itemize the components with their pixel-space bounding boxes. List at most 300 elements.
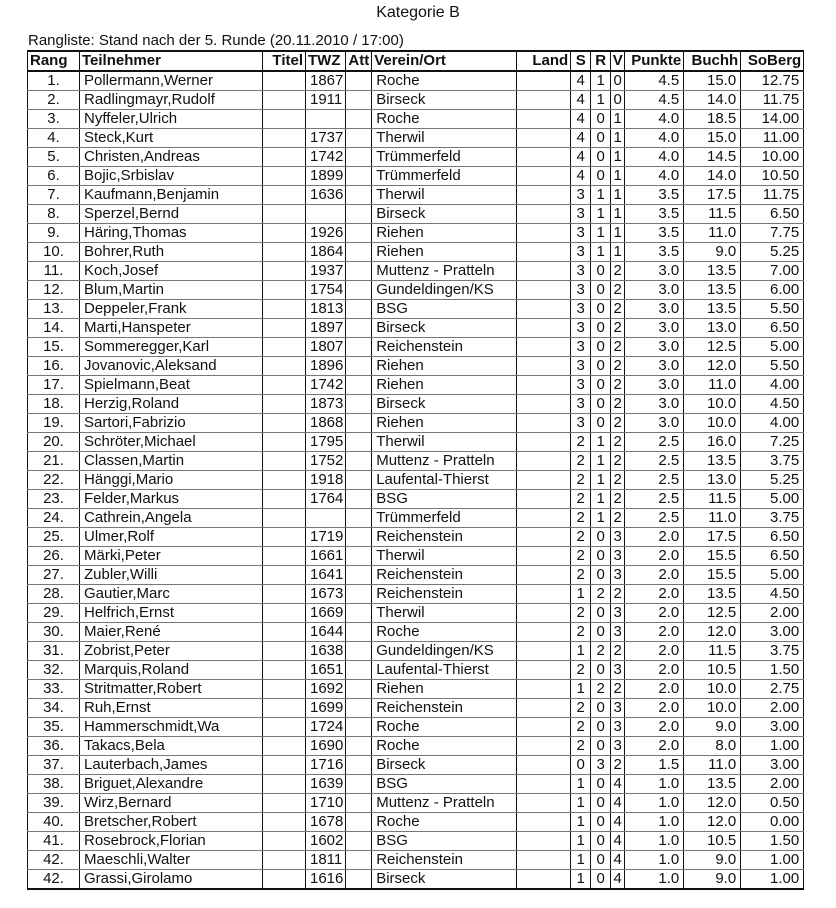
verein-cell: Therwil [372,604,517,623]
remis-cell: 0 [591,870,611,890]
land-cell [517,604,571,623]
soberg-cell: 5.25 [741,243,804,262]
soberg-cell: 11.75 [741,91,804,110]
siege-cell: 3 [571,243,591,262]
siege-cell: 3 [571,300,591,319]
teilnehmer-cell: Maeschli,Walter [80,851,263,870]
rang-cell: 15. [28,338,80,357]
verein-cell: Roche [372,737,517,756]
punkte-cell: 2.5 [625,509,684,528]
verein-cell: Roche [372,718,517,737]
teilnehmer-cell: Sommeregger,Karl [80,338,263,357]
titel-cell [263,129,306,148]
att-cell [346,623,372,642]
siege-cell: 3 [571,262,591,281]
table-row [28,110,804,129]
land-cell [517,680,571,699]
rang-cell: 14. [28,319,80,338]
titel-cell [263,718,306,737]
rang-cell: 12. [28,281,80,300]
siege-cell: 2 [571,604,591,623]
att-cell [346,585,372,604]
remis-cell: 0 [591,604,611,623]
siege-cell: 2 [571,718,591,737]
buchh-cell: 11.0 [684,224,741,243]
table-row [28,224,804,243]
titel-cell [263,699,306,718]
verluste-cell: 3 [611,604,625,623]
rang-cell: 30. [28,623,80,642]
titel-cell [263,756,306,775]
buchh-cell: 18.5 [684,110,741,129]
verein-cell: Reichenstein [372,851,517,870]
titel-cell [263,490,306,509]
titel-cell [263,452,306,471]
verluste-cell: 1 [611,148,625,167]
table-row [28,585,804,604]
punkte-cell: 3.0 [625,281,684,300]
soberg-cell: 12.75 [741,71,804,91]
punkte-cell: 3.5 [625,186,684,205]
table-row [28,604,804,623]
att-cell [346,794,372,813]
verein-cell: Reichenstein [372,528,517,547]
titel-cell [263,604,306,623]
verluste-cell: 2 [611,471,625,490]
verein-cell: Therwil [372,186,517,205]
land-cell [517,395,571,414]
att-cell [346,71,372,91]
land-cell [517,642,571,661]
land-cell [517,262,571,281]
buchh-cell: 15.0 [684,129,741,148]
remis-cell: 0 [591,262,611,281]
teilnehmer-cell: Briguet,Alexandre [80,775,263,794]
verein-cell: Riehen [372,376,517,395]
verluste-cell: 3 [611,699,625,718]
col-header-buchh: Buchh [684,51,741,71]
col-header-verein: Verein/Ort [372,51,517,71]
punkte-cell: 2.0 [625,566,684,585]
punkte-cell: 2.0 [625,604,684,623]
soberg-cell: 10.50 [741,167,804,186]
remis-cell: 1 [591,71,611,91]
buchh-cell: 12.5 [684,604,741,623]
soberg-cell: 4.50 [741,395,804,414]
table-row [28,737,804,756]
rang-cell: 22. [28,471,80,490]
rang-cell: 11. [28,262,80,281]
buchh-cell: 12.0 [684,357,741,376]
siege-cell: 4 [571,71,591,91]
twz-cell: 1754 [306,281,346,300]
teilnehmer-cell: Zobrist,Peter [80,642,263,661]
att-cell [346,566,372,585]
verein-cell: Birseck [372,870,517,890]
rang-cell: 37. [28,756,80,775]
col-header-rang: Rang [28,51,80,71]
remis-cell: 0 [591,718,611,737]
teilnehmer-cell: Marti,Hanspeter [80,319,263,338]
rang-cell: 10. [28,243,80,262]
titel-cell [263,300,306,319]
titel-cell [263,870,306,890]
buchh-cell: 11.0 [684,376,741,395]
rang-cell: 1. [28,71,80,91]
soberg-cell: 5.25 [741,471,804,490]
siege-cell: 3 [571,319,591,338]
verein-cell: BSG [372,832,517,851]
verein-cell: Therwil [372,433,517,452]
verein-cell: Riehen [372,243,517,262]
soberg-cell: 3.00 [741,756,804,775]
rang-cell: 19. [28,414,80,433]
land-cell [517,832,571,851]
table-row [28,566,804,585]
land-cell [517,661,571,680]
col-header-soberg: SoBerg [741,51,804,71]
verluste-cell: 1 [611,186,625,205]
remis-cell: 0 [591,129,611,148]
teilnehmer-cell: Ulmer,Rolf [80,528,263,547]
remis-cell: 1 [591,224,611,243]
rang-cell: 13. [28,300,80,319]
remis-cell: 1 [591,205,611,224]
att-cell [346,490,372,509]
att-cell [346,547,372,566]
verluste-cell: 2 [611,680,625,699]
soberg-cell: 1.00 [741,737,804,756]
land-cell [517,585,571,604]
rang-cell: 40. [28,813,80,832]
twz-cell [306,110,346,129]
land-cell [517,775,571,794]
punkte-cell: 2.0 [625,699,684,718]
punkte-cell: 4.5 [625,71,684,91]
siege-cell: 4 [571,110,591,129]
teilnehmer-cell: Marquis,Roland [80,661,263,680]
punkte-cell: 2.5 [625,452,684,471]
rang-cell: 28. [28,585,80,604]
verluste-cell: 2 [611,395,625,414]
siege-cell: 3 [571,205,591,224]
remis-cell: 1 [591,490,611,509]
remis-cell: 2 [591,642,611,661]
rang-cell: 31. [28,642,80,661]
att-cell [346,338,372,357]
land-cell [517,319,571,338]
col-header-att: Att [346,51,372,71]
titel-cell [263,395,306,414]
twz-cell: 1678 [306,813,346,832]
rang-cell: 42. [28,851,80,870]
soberg-cell: 5.00 [741,490,804,509]
remis-cell: 0 [591,319,611,338]
siege-cell: 2 [571,547,591,566]
verluste-cell: 1 [611,205,625,224]
soberg-cell: 6.50 [741,319,804,338]
att-cell [346,148,372,167]
rang-cell: 20. [28,433,80,452]
titel-cell [263,262,306,281]
twz-cell: 1641 [306,566,346,585]
siege-cell: 3 [571,357,591,376]
col-header-s: S [571,51,591,71]
siege-cell: 3 [571,338,591,357]
land-cell [517,281,571,300]
rang-cell: 38. [28,775,80,794]
verluste-cell: 2 [611,376,625,395]
table-row [28,205,804,224]
siege-cell: 0 [571,756,591,775]
twz-cell: 1868 [306,414,346,433]
titel-cell [263,167,306,186]
teilnehmer-cell: Takacs,Bela [80,737,263,756]
remis-cell: 0 [591,300,611,319]
rang-cell: 29. [28,604,80,623]
buchh-cell: 10.0 [684,395,741,414]
rang-cell: 24. [28,509,80,528]
soberg-cell: 1.50 [741,661,804,680]
titel-cell [263,661,306,680]
verein-cell: BSG [372,775,517,794]
verein-cell: Reichenstein [372,699,517,718]
twz-cell: 1795 [306,433,346,452]
remis-cell: 0 [591,357,611,376]
siege-cell: 1 [571,585,591,604]
remis-cell: 2 [591,585,611,604]
twz-cell: 1764 [306,490,346,509]
buchh-cell: 12.5 [684,338,741,357]
verluste-cell: 2 [611,319,625,338]
att-cell [346,167,372,186]
titel-cell [263,794,306,813]
col-header-teilnehmer: Teilnehmer [80,51,263,71]
twz-cell: 1644 [306,623,346,642]
punkte-cell: 3.5 [625,243,684,262]
buchh-cell: 13.0 [684,319,741,338]
buchh-cell: 15.5 [684,547,741,566]
verluste-cell: 4 [611,775,625,794]
soberg-cell: 2.00 [741,699,804,718]
teilnehmer-cell: Rosebrock,Florian [80,832,263,851]
table-row [28,756,804,775]
punkte-cell: 3.5 [625,224,684,243]
verluste-cell: 1 [611,167,625,186]
twz-cell: 1716 [306,756,346,775]
punkte-cell: 2.0 [625,661,684,680]
land-cell [517,224,571,243]
twz-cell: 1813 [306,300,346,319]
land-cell [517,414,571,433]
titel-cell [263,471,306,490]
soberg-cell: 1.00 [741,851,804,870]
att-cell [346,756,372,775]
att-cell [346,414,372,433]
remis-cell: 0 [591,832,611,851]
page-title: Kategorie B [376,4,460,21]
soberg-cell: 3.75 [741,642,804,661]
soberg-cell: 1.00 [741,870,804,890]
soberg-cell: 3.00 [741,623,804,642]
siege-cell: 1 [571,851,591,870]
titel-cell [263,433,306,452]
teilnehmer-cell: Nyffeler,Ulrich [80,110,263,129]
verluste-cell: 2 [611,756,625,775]
twz-cell: 1864 [306,243,346,262]
soberg-cell: 2.75 [741,680,804,699]
soberg-cell: 7.75 [741,224,804,243]
rang-cell: 4. [28,129,80,148]
verein-cell: Riehen [372,414,517,433]
buchh-cell: 11.5 [684,490,741,509]
titel-cell [263,642,306,661]
table-row [28,433,804,452]
twz-cell: 1867 [306,71,346,91]
titel-cell [263,224,306,243]
verein-cell: Roche [372,813,517,832]
teilnehmer-cell: Wirz,Bernard [80,794,263,813]
buchh-cell: 12.0 [684,623,741,642]
siege-cell: 1 [571,680,591,699]
col-header-v: V [612,52,623,69]
table-row [28,775,804,794]
rang-cell: 5. [28,148,80,167]
land-cell [517,433,571,452]
buchh-cell: 9.0 [684,870,741,890]
land-cell [517,737,571,756]
punkte-cell: 3.0 [625,414,684,433]
rang-cell: 3. [28,110,80,129]
punkte-cell: 1.5 [625,756,684,775]
att-cell [346,205,372,224]
rang-cell: 27. [28,566,80,585]
table-row [28,300,804,319]
titel-cell [263,775,306,794]
table-row [28,832,804,851]
twz-cell: 1897 [306,319,346,338]
land-cell [517,756,571,775]
soberg-cell: 11.00 [741,129,804,148]
verluste-cell: 4 [611,832,625,851]
att-cell [346,509,372,528]
twz-cell: 1752 [306,452,346,471]
verluste-cell: 3 [611,528,625,547]
siege-cell: 3 [571,224,591,243]
buchh-cell: 12.0 [684,794,741,813]
buchh-cell: 17.5 [684,528,741,547]
punkte-cell: 2.0 [625,623,684,642]
att-cell [346,395,372,414]
land-cell [517,870,571,890]
land-cell [517,376,571,395]
punkte-cell: 4.0 [625,129,684,148]
buchh-cell: 11.0 [684,756,741,775]
soberg-cell: 5.50 [741,357,804,376]
remis-cell: 0 [591,528,611,547]
verein-cell: Riehen [372,357,517,376]
teilnehmer-cell: Jovanovic,Aleksand [80,357,263,376]
teilnehmer-cell: Schröter,Michael [80,433,263,452]
buchh-cell: 13.5 [684,262,741,281]
land-cell [517,623,571,642]
land-cell [517,718,571,737]
table-row [28,870,804,890]
verluste-cell: 3 [611,566,625,585]
verluste-cell: 3 [611,661,625,680]
remis-cell: 0 [591,699,611,718]
table-row [28,509,804,528]
verluste-cell: 4 [611,851,625,870]
rang-cell: 34. [28,699,80,718]
teilnehmer-cell: Märki,Peter [80,547,263,566]
buchh-cell: 9.0 [684,718,741,737]
land-cell [517,148,571,167]
remis-cell: 0 [591,167,611,186]
col-header-land: Land [517,51,571,71]
remis-cell: 0 [591,851,611,870]
punkte-cell: 1.0 [625,794,684,813]
punkte-cell: 2.0 [625,718,684,737]
verein-cell: Muttenz - Pratteln [372,262,517,281]
verein-cell: BSG [372,300,517,319]
land-cell [517,490,571,509]
punkte-cell: 3.0 [625,395,684,414]
punkte-cell: 3.0 [625,262,684,281]
twz-cell: 1616 [306,870,346,890]
buchh-cell: 11.0 [684,509,741,528]
punkte-cell: 3.0 [625,319,684,338]
teilnehmer-cell: Deppeler,Frank [80,300,263,319]
verluste-cell: 2 [611,357,625,376]
table-row [28,262,804,281]
soberg-cell: 7.00 [741,262,804,281]
twz-cell: 1807 [306,338,346,357]
verluste-cell: 0 [611,91,625,110]
land-cell [517,243,571,262]
verluste-cell: 2 [611,433,625,452]
verein-cell: Trümmerfeld [372,148,517,167]
rang-cell: 7. [28,186,80,205]
twz-cell: 1669 [306,604,346,623]
soberg-cell: 2.00 [741,604,804,623]
titel-cell [263,813,306,832]
titel-cell [263,414,306,433]
teilnehmer-cell: Sperzel,Bernd [80,205,263,224]
twz-cell: 1699 [306,699,346,718]
teilnehmer-cell: Herzig,Roland [80,395,263,414]
remis-cell: 1 [591,452,611,471]
buchh-cell: 10.5 [684,661,741,680]
table-row [28,357,804,376]
verein-cell: Birseck [372,319,517,338]
verluste-cell: 3 [611,737,625,756]
col-header-titel: Titel [263,51,306,71]
soberg-cell: 10.00 [741,148,804,167]
att-cell [346,452,372,471]
twz-cell: 1710 [306,794,346,813]
table-row [28,319,804,338]
punkte-cell: 2.0 [625,528,684,547]
att-cell [346,91,372,110]
soberg-cell: 5.00 [741,338,804,357]
soberg-cell: 0.50 [741,794,804,813]
verein-cell: Birseck [372,205,517,224]
verluste-cell: 2 [611,585,625,604]
buchh-cell: 13.5 [684,300,741,319]
table-row [28,186,804,205]
twz-cell: 1918 [306,471,346,490]
